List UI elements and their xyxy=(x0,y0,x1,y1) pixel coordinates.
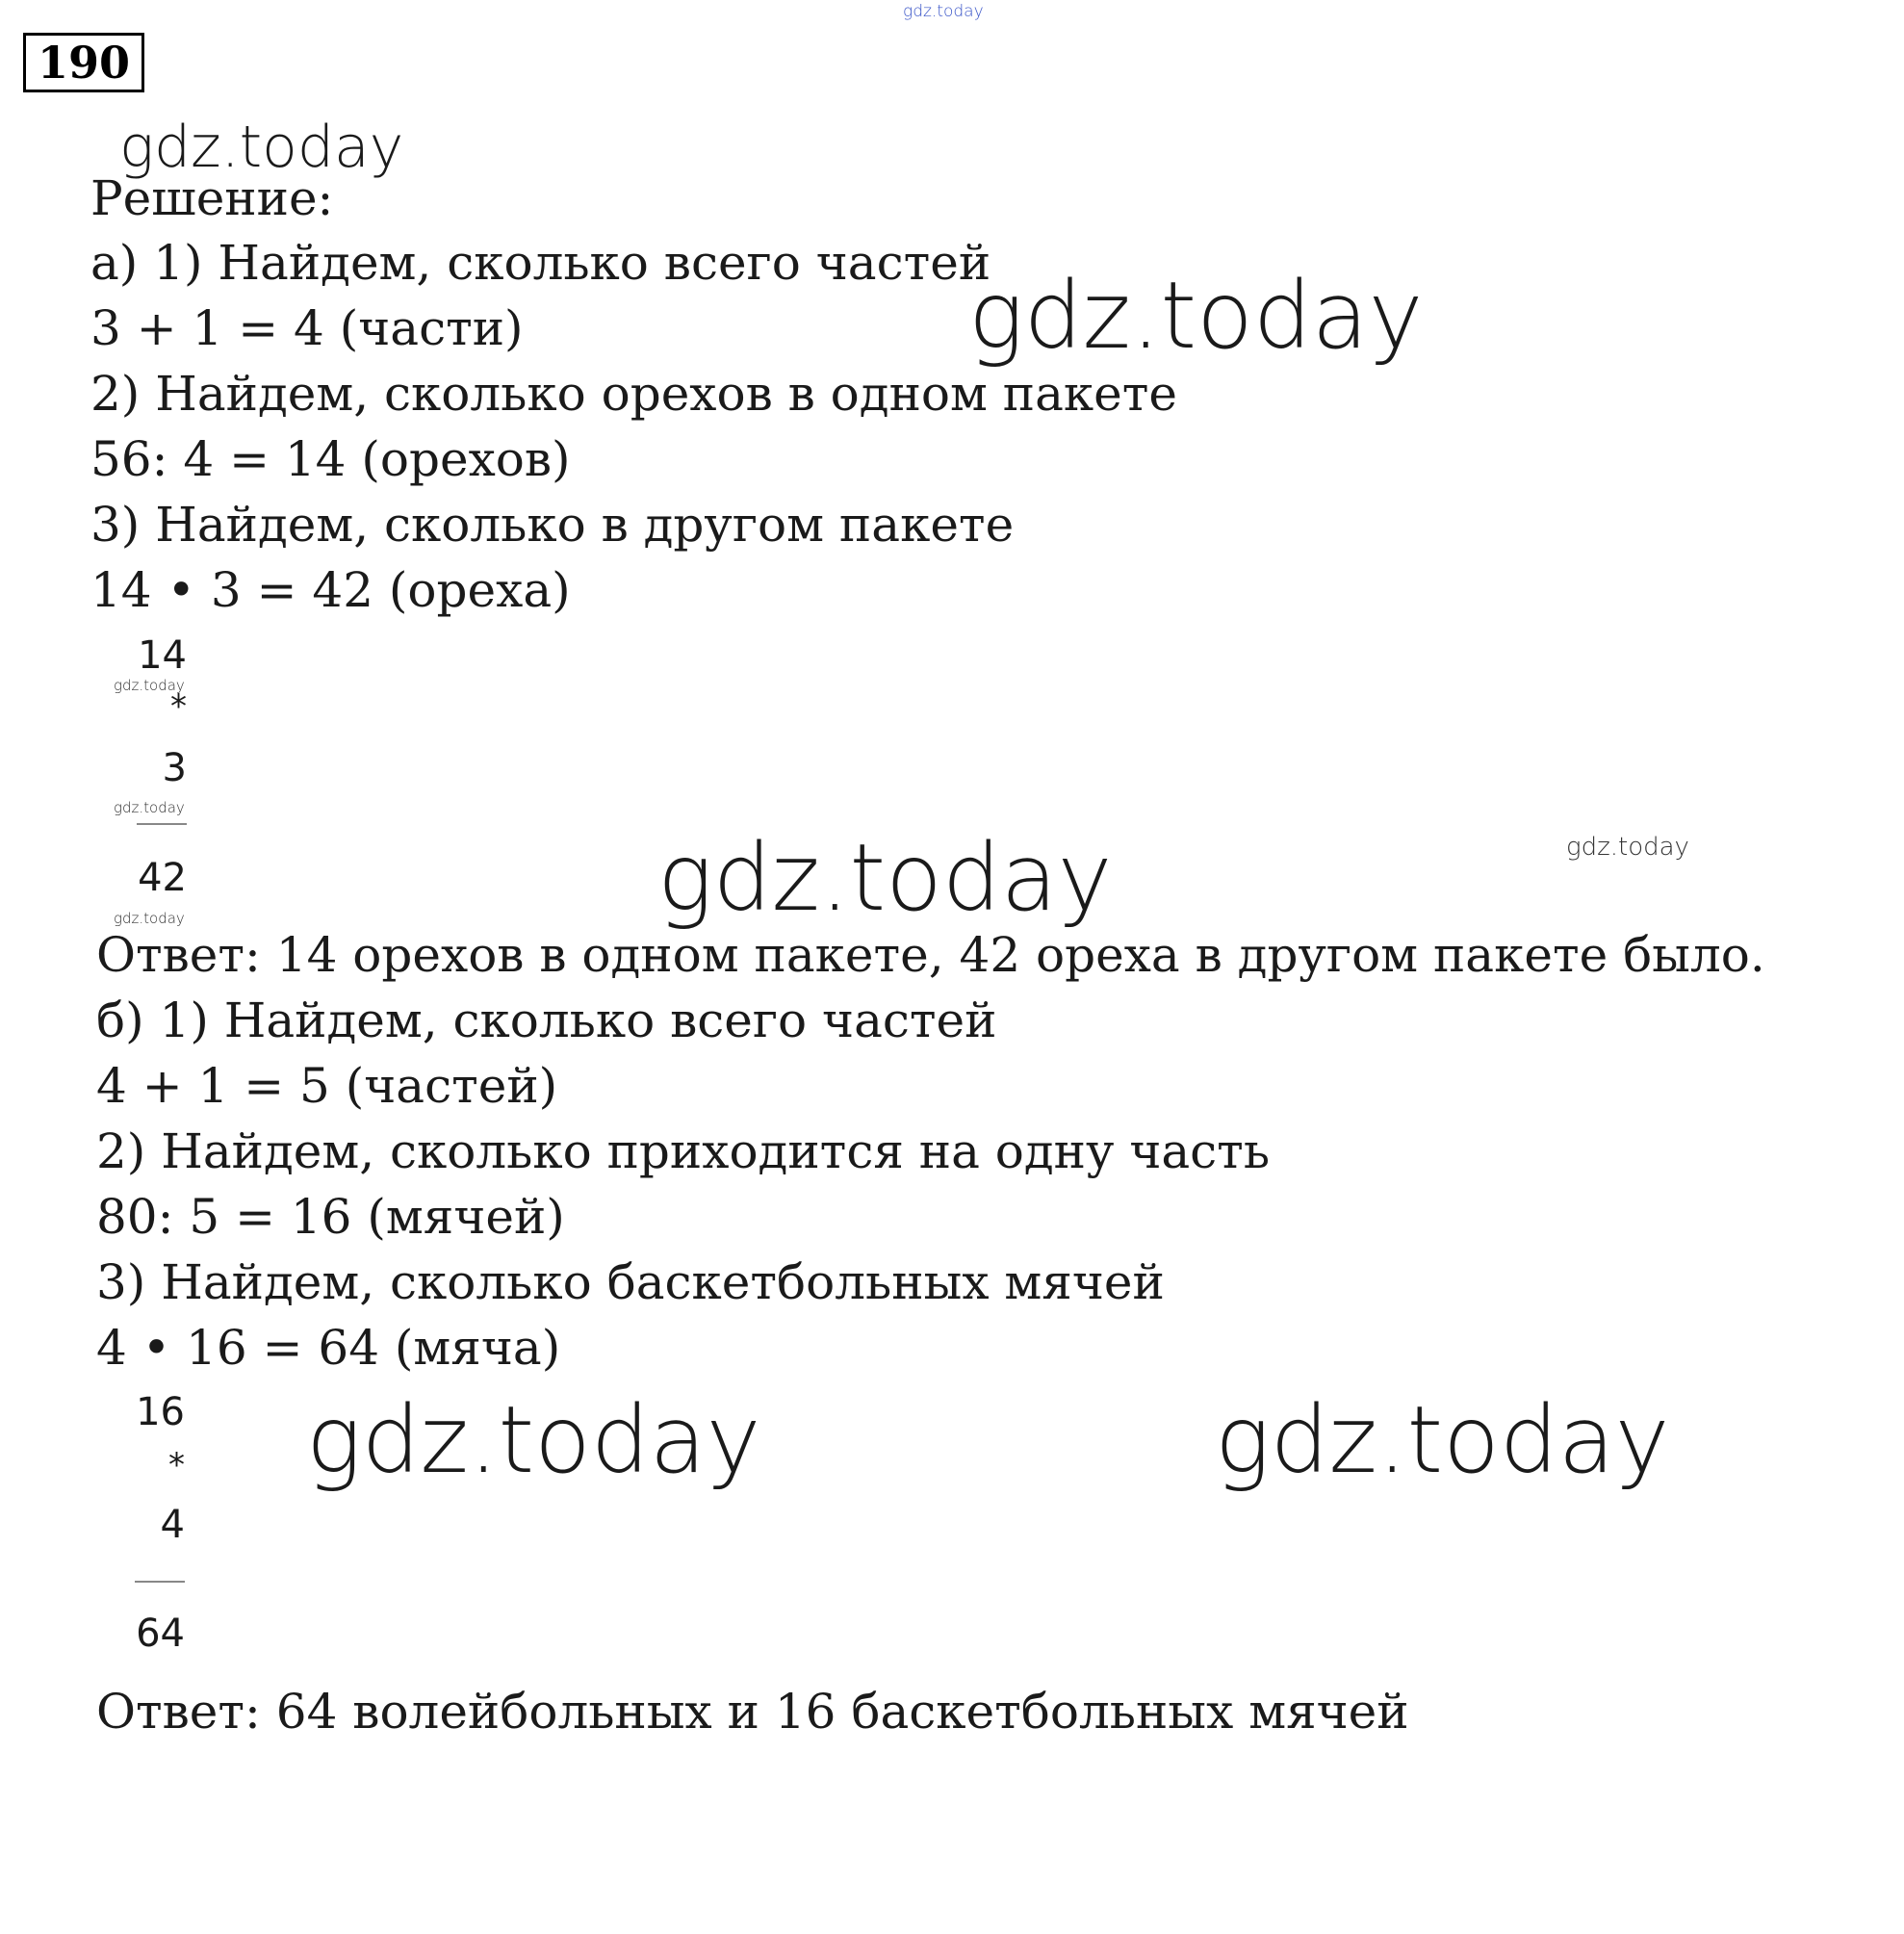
part-b-step3-title: 3) Найдем, сколько баскетбольных мячей xyxy=(96,1254,1165,1310)
watermark-top: gdz.today xyxy=(903,2,984,21)
part-a-step3-calc: 14 • 3 = 42 (ореха) xyxy=(90,562,571,618)
watermark: gdz.today xyxy=(968,262,1424,370)
column-result: 42 xyxy=(138,856,187,900)
part-b-step1-title: б) 1) Найдем, сколько всего частей xyxy=(96,993,997,1048)
part-a-step1-calc: 3 + 1 = 4 (части) xyxy=(90,300,524,356)
part-b-answer: Ответ: 64 волейбольных и 16 баскетбольных мячей xyxy=(96,1684,1409,1740)
watermark-small: gdz.today xyxy=(114,910,185,927)
watermark-small: gdz.today xyxy=(114,677,185,694)
column-multiplier: 3 xyxy=(162,746,187,790)
watermark: gdz.today xyxy=(657,824,1113,932)
part-a-answer: Ответ: 14 орехов в одном пакете, 42 ореха в другом пакете было. xyxy=(96,927,1765,983)
column-operator: * xyxy=(170,687,187,726)
column-top-number: 14 xyxy=(138,633,187,678)
watermark-small: gdz.today xyxy=(114,799,185,816)
part-a-step3-title: 3) Найдем, сколько в другом пакете xyxy=(90,497,1015,553)
watermark: gdz.today xyxy=(306,1386,761,1494)
column-top-number: 16 xyxy=(136,1390,185,1434)
column-result: 64 xyxy=(136,1612,185,1656)
part-b-step2-title: 2) Найдем, сколько приходится на одну часть xyxy=(96,1123,1271,1179)
part-a-step1-title: а) 1) Найдем, сколько всего частей xyxy=(90,235,991,291)
watermark: gdz.today xyxy=(119,114,404,181)
watermark: gdz.today xyxy=(1566,833,1689,862)
part-b-step2-calc: 80: 5 = 16 (мячей) xyxy=(96,1189,565,1245)
solution-heading: Решение: xyxy=(90,170,334,226)
column-divider xyxy=(137,823,187,825)
task-number-badge: 190 xyxy=(23,33,144,92)
column-multiplier: 4 xyxy=(160,1503,185,1547)
column-operator: * xyxy=(168,1446,185,1484)
part-b-step3-calc: 4 • 16 = 64 (мяча) xyxy=(96,1320,561,1376)
part-a-step2-title: 2) Найдем, сколько орехов в одном пакете xyxy=(90,366,1178,422)
column-divider xyxy=(135,1581,185,1583)
part-b-step1-calc: 4 + 1 = 5 (частей) xyxy=(96,1058,558,1114)
part-a-step2-calc: 56: 4 = 14 (орехов) xyxy=(90,431,571,487)
watermark: gdz.today xyxy=(1215,1386,1670,1494)
